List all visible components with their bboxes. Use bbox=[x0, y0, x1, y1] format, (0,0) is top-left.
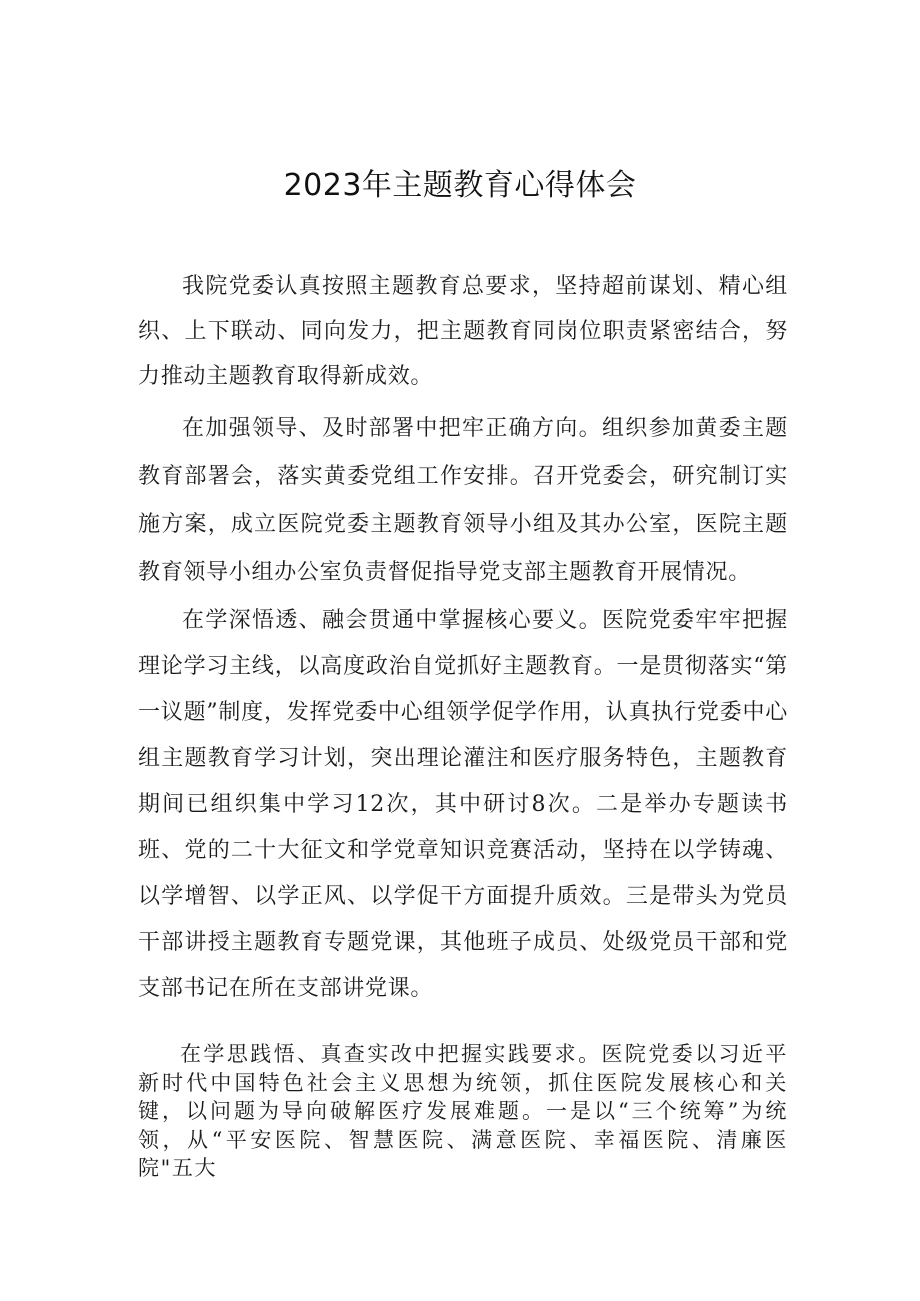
document-title: 2023年主题教育心得体会 bbox=[283, 168, 637, 203]
paragraph-practice: 在学思践悟、真查实改中把握实践要求。医院党委以习近平新时代中国特色社会主义思想为统领，抓住医院发展核心和关键，以问题为导向破解医疗发展难题。一是以“三个统筹”为统领，从“平安医院、智慧医院、满意医院、幸福医院、清廉医院"五大 bbox=[138, 1042, 788, 1180]
paragraph-leadership: 在加强领导、及时部署中把牢正确方向。组织参加黄委主题教育部署会，落实黄委党组工作安排。召开党委会，研究制订实施方案，成立医院党委主题教育领导小组及其办公室，医院主题教育领导小组办公室负责督促指导党支部主题教育开展情况。 bbox=[138, 416, 788, 585]
paragraph-study: 在学深悟透、融会贯通中掌握核心要义。医院党委牢牢把握理论学习主线，以高度政治自觉抓好主题教育。一是贯彻落实“第一议题”制度，发挥党委中心组领学促学作用，认真执行党委中心组主题教育学习计划，突出理论灌注和医疗服务特色，主题教育期间已组织集中学习12次，其中研讨8次。二是举办专题读书班、党的二十大征文和学党章知识竞赛活动，坚持在以学铸魂、以学增智、以学正风、以学促干方面提升质效。三是带头为党员干部讲授主题教育专题党课，其他班子成员、处级党员干部和党支部书记在所在支部讲党课。 bbox=[138, 608, 788, 1001]
paragraph-intro: 我院党委认真按照主题教育总要求，坚持超前谋划、精心组织、上下联动、同向发力，把主题教育同岗位职责紧密结合，努力推动主题教育取得新成效。 bbox=[138, 274, 788, 389]
